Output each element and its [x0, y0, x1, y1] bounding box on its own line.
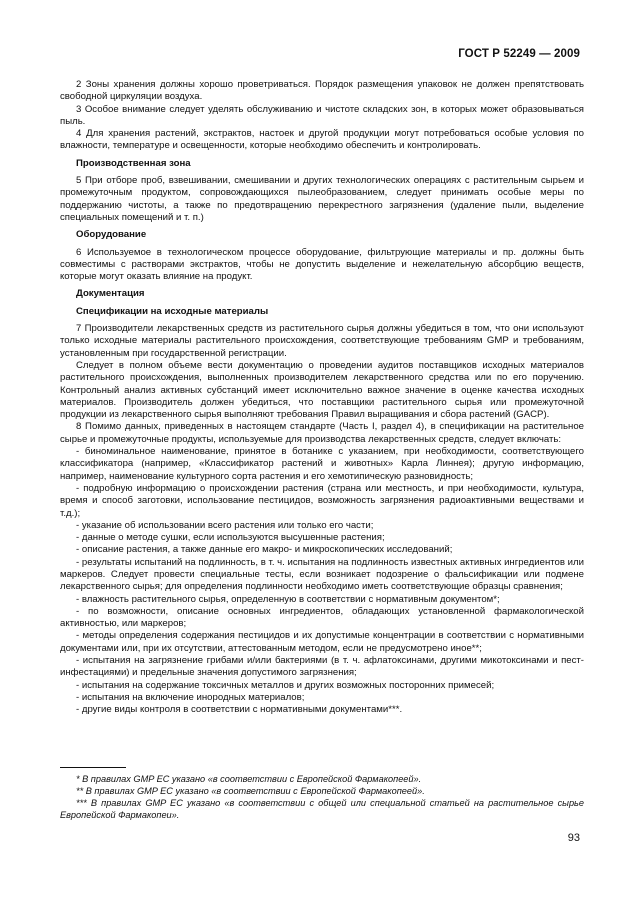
list-item: - указание об использовании всего растения или только его части;	[76, 519, 374, 531]
paragraph-6: 6 Используемое в технологическом процессе оборудование, фильтрующие материалы и пр. должны быть совместимы с растворами экстрактов, чтобы не допустить выделение и нежелательную абсорбцию веществ, которые могут оказать влияние на продукт.	[60, 246, 584, 283]
main-text	[60, 79, 584, 717]
list-item: - испытания на загрязнение грибами и/или бактериями (в т. ч. афлатоксинами, другими микотоксинами и пест-инфестациями) и предельные значения допустимого загрязнения;	[60, 655, 584, 679]
list-item: - по возможности, описание основных ингредиентов, обладающих установленной фармакологической активностью, или маркеров;	[60, 605, 584, 630]
section-heading-equipment: Оборудование	[76, 229, 147, 241]
paragraph-3: 3 Особое внимание следует уделять обслуживанию и чистоте складских зон, в которых может образовываться пыль.	[60, 103, 584, 127]
list-item: - описание растения, а также данные его макро- и микроскопических исследований;	[76, 544, 453, 556]
list-item: - данные о методе сушки, если используются высушенные растения;	[76, 532, 385, 544]
section-heading-documentation: Документация	[76, 288, 145, 300]
standard-header: ГОСТ Р 52249 — 2009	[458, 48, 580, 60]
list-item: - другие виды контроля в соответствии с нормативными документами***.	[76, 704, 403, 716]
paragraph-4: 4 Для хранения растений, экстрактов, настоек и другой продукции могут потребоваться особые условия по влажности, температуре и освещенности, которые необходимо обеспечить и контролировать.	[60, 128, 584, 152]
footnote-divider	[60, 767, 126, 768]
paragraph-7-continued: Следует в полном объеме вести документацию о проведении аудитов поставщиков исходных материалов растительного происхождения, выполненных производителем лекарственного средства или по его поручению. Контрольный анализ активных субстанций имеет исключительно важное значение в оценке качества исходных материалов. Производитель должен убедиться, что поставщики растительного сырья или промежуточной продукции из лекарственного сырья выполняют требования Правил выращивания и сбора растений (GACP).	[60, 359, 584, 421]
footnote-2: ** В правилах GMP ЕС указано «в соответствии с Европейской Фармакопеей».	[76, 786, 425, 797]
list-item: - испытания на включение инородных материалов;	[76, 691, 305, 703]
list-item: - подробную информацию о происхождении растения (страна или местность, и при необходимости, культура, время и способ заготовки, использование пестицидов, возможность загрязнения радиоактивными веществами и т.д.);	[60, 482, 584, 519]
list-item: - результаты испытаний на подлинность, в т. ч. испытания на подлинность известных активных ингредиентов или маркеров. Следует провести специальные тесты, если возникает подозрение о фальсификации или подмене лекарственного сырья; для определения подлинности необходимо иметь соответствующие образцы сравнения;	[60, 556, 584, 593]
paragraph-5: 5 При отборе проб, взвешивании, смешивании и других технологических операциях с растительным сырьем и промежуточным продуктом, сопровождающихся пылеобразованием, следует принимать особые меры по поддержанию чистоты, а также по предотвращению перекрестного загрязнения (удаление пыли, выделение специальных помещений и т. п.)	[60, 175, 584, 223]
paragraph-2: 2 Зоны хранения должны хорошо проветриваться. Порядок размещения упаковок не должен препятствовать свободной циркуляции воздуха.	[60, 79, 584, 103]
footnotes	[60, 773, 584, 821]
list-item: - влажность растительного сырья, определенную в соответствии с нормативным документом*;	[76, 593, 500, 605]
list-item: - биноминальное наименование, принятое в ботанике с указанием, при необходимости, соответствующего классификатора (например, «Классификатор растений и животных» Карла Линнея); другую информацию, например, наименование культурного сорта растения и его хемотипическую разновидность;	[60, 446, 584, 482]
paragraph-7: 7 Производители лекарственных средств из растительного сырья должны убедиться в том, что они используют только исходные материалы растительного происхождения, соответствующие требованиям GMP и требованиям, установленным при государственной регистрации.	[60, 323, 584, 359]
paragraph-8: 8 Помимо данных, приведенных в настоящем стандарте (Часть I, раздел 4), в спецификации на растительное сырье и промежуточные продукты, используемые для производства лекарственных средств, следует включать:	[60, 421, 584, 445]
footnote-3: *** В правилах GMP ЕС указано «в соответствии с общей или специальной статьей на растительное сырье Европейской Фармакопеи».	[60, 798, 584, 821]
list-item: - испытания на содержание токсичных металлов и других возможных посторонних примесей;	[76, 679, 495, 691]
page-number: 93	[567, 832, 580, 844]
list-item: - методы определения содержания пестицидов и их допустимые концентрации в соответствии с нормативными документами или, при их отсутствии, аттестованным методом, если не предусмотрено иное**;	[60, 630, 584, 654]
section-heading-specifications: Спецификации на исходные материалы	[76, 305, 269, 317]
section-heading-production-zone: Производственная зона	[76, 157, 191, 169]
footnote-1: * В правилах GMP ЕС указано «в соответствии с Европейской Фармакопеей».	[76, 774, 422, 784]
